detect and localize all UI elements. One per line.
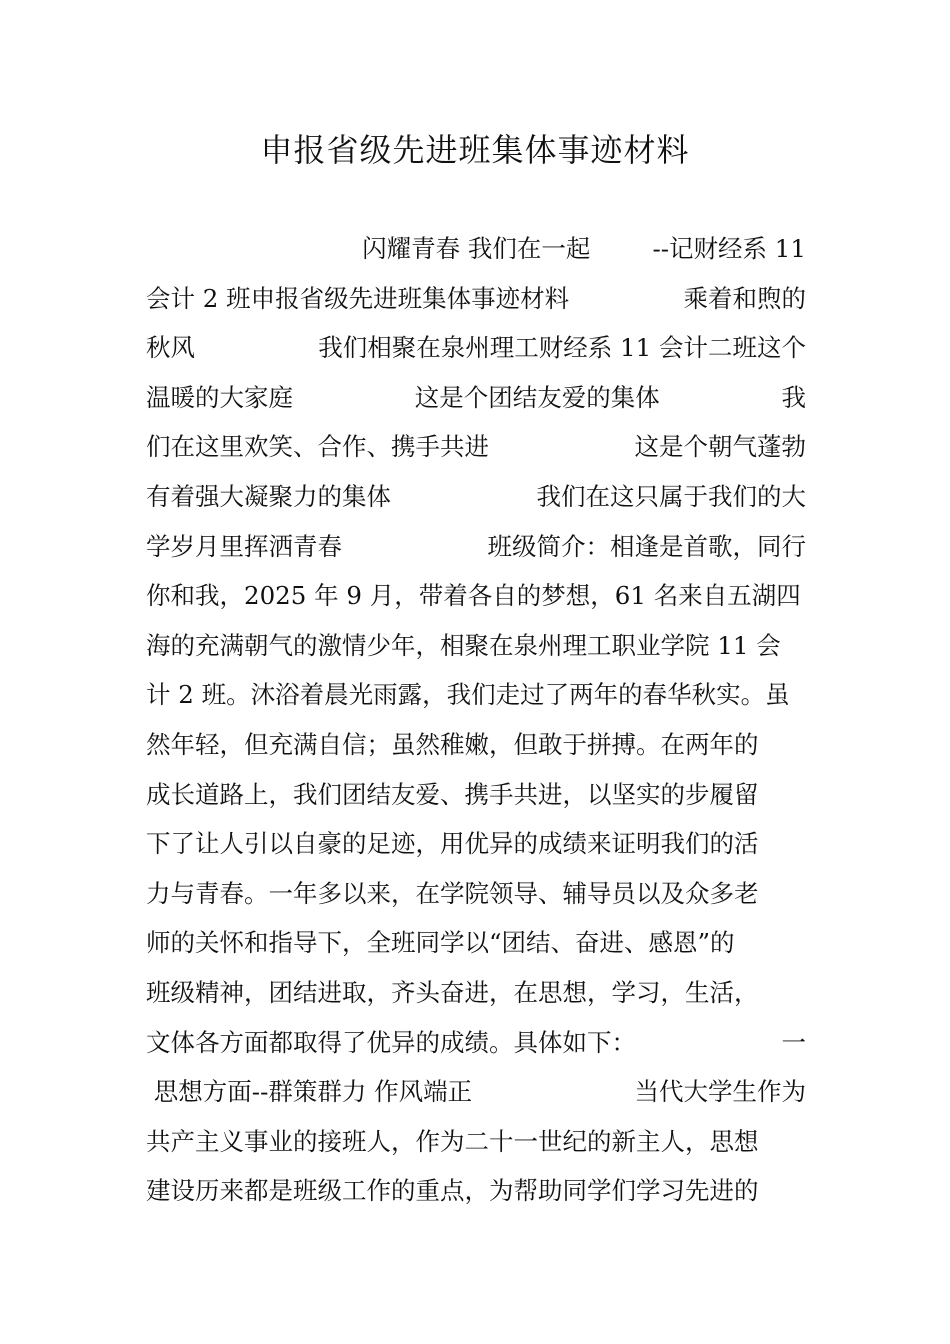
body-line: [146, 1172, 806, 1222]
line-segment: 下了让人引以自豪的足迹，用优异的成绩来证明我们的活: [146, 829, 759, 859]
body-line: [146, 924, 806, 974]
line-segment: 一: [781, 1027, 806, 1057]
body-line: [146, 1073, 806, 1123]
line-segment: 成长道路上，我们团结友爱、携手共进，以坚实的步履留: [146, 779, 759, 809]
body-line: [146, 379, 806, 429]
body-line: [146, 280, 806, 330]
line-segment: 然年轻，但充满自信；虽然稚嫩，但敢于拼搏。在两年的: [146, 729, 759, 759]
body-line: [146, 825, 806, 875]
document-title: 申报省级先进班集体事迹材料: [260, 131, 690, 169]
line-segment: 班级简介：相逢是首歌，同行: [487, 531, 806, 561]
body-line: [146, 577, 806, 627]
body-line: [146, 974, 806, 1024]
body-line: [146, 627, 806, 677]
body-line: [146, 676, 806, 726]
line-indent: [146, 230, 300, 280]
body-line: [146, 726, 806, 776]
line-segment: 师的关怀和指导下，全班同学以“团结、奋进、感恩”的: [146, 928, 735, 958]
line-segment: 我们相聚在泉州理工财经系 11 会计二班这个: [318, 333, 806, 363]
line-segment: 学岁月里挥洒青春: [146, 531, 342, 561]
line-segment: --记财经系 11: [652, 234, 806, 263]
line-segment: 们在这里欢笑、合作、携手共进: [146, 432, 489, 462]
line-segment: 闪耀青春 我们在一起: [362, 234, 591, 263]
line-segment: 这是个朝气蓬勃: [634, 432, 806, 462]
body-line: [146, 875, 806, 925]
line-segment: 我们在这只属于我们的大: [536, 481, 806, 511]
body-line: [146, 230, 806, 280]
line-segment: 温暖的大家庭: [146, 382, 293, 412]
line-segment: 文体各方面都取得了优异的成绩。具体如下：: [146, 1027, 636, 1057]
line-segment: 思想方面--群策群力 作风端正: [146, 1077, 473, 1107]
line-segment: 秋风: [146, 333, 195, 363]
body-line: [146, 478, 806, 528]
line-segment: 共产主义事业的接班人，作为二十一世纪的新主人，思想: [146, 1126, 759, 1156]
line-segment: 当代大学生作为: [634, 1077, 806, 1107]
line-segment: 你和我，2025 年 9 月，带着各自的梦想，61 名来自五湖四: [146, 581, 801, 611]
line-segment: 会计 2 班申报省级先进班集体事迹材料: [146, 283, 570, 313]
line-segment: 建设历来都是班级工作的重点，为帮助同学们学习先进的: [146, 1176, 759, 1206]
line-segment: 力与青春。一年多以来，在学院领导、辅导员以及众多老: [146, 878, 759, 908]
line-segment: 海的充满朝气的激情少年，相聚在泉州理工职业学院 11 会: [146, 630, 781, 660]
line-segment: 这是个团结友爱的集体: [414, 382, 660, 412]
line-segment: 乘着和煦的: [683, 283, 806, 313]
line-segment: 计 2 班。沐浴着晨光雨露，我们走过了两年的春华秋实。虽: [146, 680, 790, 710]
line-segment: 我: [781, 382, 806, 412]
document-body: [146, 230, 806, 1222]
line-segment: 有着强大凝聚力的集体: [146, 481, 391, 511]
body-line: [146, 528, 806, 578]
line-segment: 班级精神，团结进取，齐头奋进，在思想，学习，生活，: [146, 977, 759, 1007]
body-line: [146, 776, 806, 826]
body-line: [146, 1123, 806, 1173]
body-line: [146, 329, 806, 379]
body-line: [146, 1024, 806, 1074]
body-line: [146, 428, 806, 478]
